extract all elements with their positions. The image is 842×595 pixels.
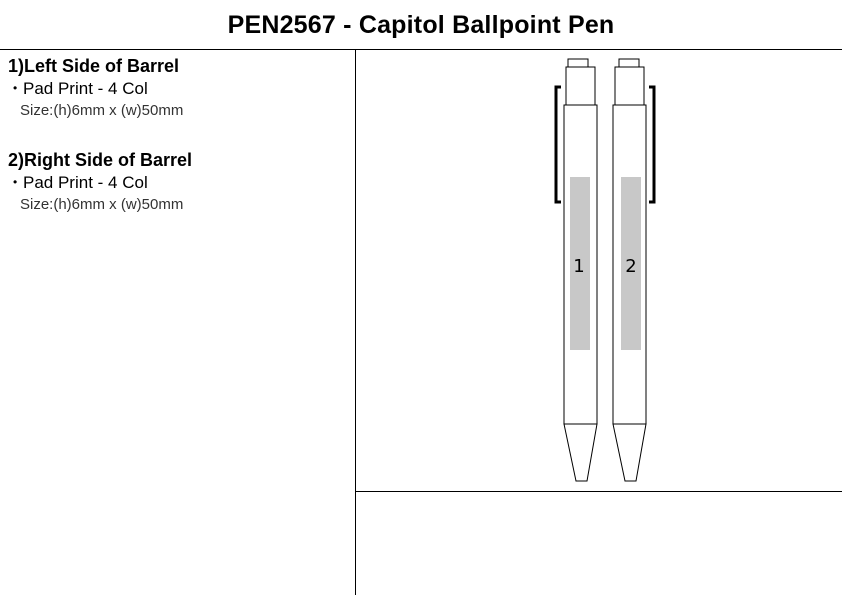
print-method-text: Pad Print - 4 Col <box>23 173 148 192</box>
bullet-icon: • <box>13 175 18 189</box>
print-area-label: 1 <box>573 256 585 277</box>
pen-tip <box>613 424 646 481</box>
header-divider <box>0 49 842 50</box>
print-position-heading: 2)Right Side of Barrel <box>8 150 193 170</box>
print-size: Size:(h)6mm x (w)50mm <box>20 102 184 119</box>
print-area-label: 2 <box>625 256 637 277</box>
print-method-text: Pad Print - 4 Col <box>23 79 148 98</box>
pen-plunger <box>615 67 644 105</box>
print-position-left <box>8 55 348 122</box>
column-divider <box>355 49 356 595</box>
print-method <box>8 171 348 194</box>
drawing-bottom-divider <box>355 491 842 492</box>
print-method <box>8 77 348 100</box>
page-title: PEN2567 - Capitol Ballpoint Pen <box>227 11 615 39</box>
pen-line-drawing <box>540 55 670 485</box>
print-size: Size:(h)6mm x (w)50mm <box>20 196 184 213</box>
print-position-heading: 1)Left Side of Barrel <box>8 56 180 76</box>
pen-plunger-top <box>619 59 639 67</box>
pen-clip <box>649 87 654 202</box>
print-position-right <box>8 149 348 216</box>
pen-clip <box>556 87 561 202</box>
pen-plunger-top <box>568 59 588 67</box>
bullet-icon: • <box>13 81 18 95</box>
pen-plunger <box>566 67 595 105</box>
pen-tip <box>564 424 597 481</box>
pen-drawing-svg <box>540 55 670 485</box>
